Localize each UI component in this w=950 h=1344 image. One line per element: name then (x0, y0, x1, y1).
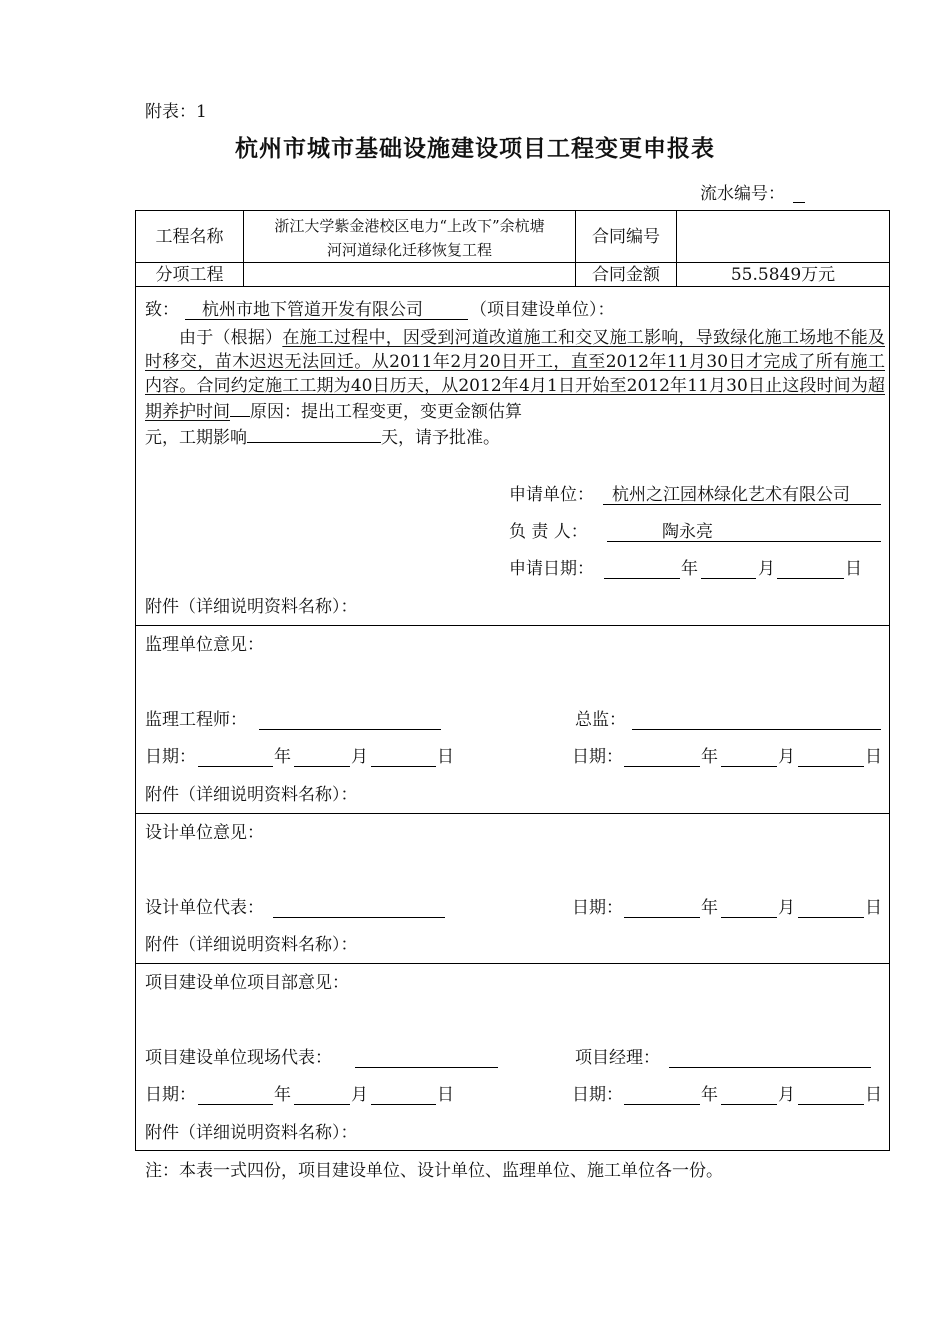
applicant-label: 申请单位： (509, 485, 594, 505)
design-rep-label: 设计单位代表： (145, 898, 264, 918)
design-month: 月 (778, 898, 795, 918)
owner-right-month-field[interactable] (721, 1104, 777, 1105)
person-value: 陶永亮 (662, 522, 713, 542)
contract-amount-value: 55.5849万元 (730, 265, 836, 285)
owner-date-right-label: 日期： (572, 1085, 623, 1105)
project-name-value-line2: 河河道绿化迁移恢复工程 (326, 241, 492, 259)
to-underline (185, 319, 468, 320)
supervision-attachment-label: 附件（详细说明资料名称）： (145, 785, 358, 805)
apply-date-label: 申请日期： (509, 559, 594, 579)
supervision-opinion-label: 监理单位意见： (145, 635, 264, 655)
owner-right-year: 年 (701, 1085, 718, 1105)
owner-right-day-field[interactable] (798, 1104, 864, 1105)
supervision-right-month: 月 (778, 747, 795, 767)
person-label: 负 责 人： (509, 522, 588, 542)
supervision-date-left-label: 日期： (145, 747, 196, 767)
serial-number-field[interactable] (793, 202, 805, 203)
apply-month-field[interactable] (701, 578, 756, 579)
applicant-underline (603, 504, 881, 505)
apply-month-label: 月 (758, 559, 775, 579)
attachment-number: 附表：1 (145, 102, 207, 122)
supervision-right-year: 年 (701, 747, 718, 767)
supervision-engineer-field[interactable] (259, 729, 441, 730)
change-reason-paragraph (145, 326, 885, 450)
apply-year-field[interactable] (604, 578, 680, 579)
project-name-label: 工程名称 (155, 227, 224, 247)
supervision-left-day: 日 (437, 747, 454, 767)
project-manager-field[interactable] (669, 1067, 871, 1068)
supervision-right-day-field[interactable] (798, 766, 864, 767)
to-suffix: （项目建设单位）： (470, 300, 615, 320)
application-attachment-label: 附件（详细说明资料名称）： (145, 597, 358, 617)
owner-date-left-label: 日期： (145, 1085, 196, 1105)
design-day: 日 (865, 898, 882, 918)
person-underline (607, 541, 881, 542)
owner-rep-label: 项目建设单位现场代表： (145, 1048, 332, 1068)
page-title: 杭州市城市基础设施建设项目工程变更申报表 (235, 135, 715, 162)
supervision-left-month: 月 (351, 747, 368, 767)
to-recipient: 杭州市地下管道开发有限公司 (202, 300, 423, 320)
amount-unit-text: 元，工期影响 (145, 428, 247, 448)
supervision-right-year-field[interactable] (624, 766, 700, 767)
owner-left-day-field[interactable] (371, 1104, 436, 1105)
project-manager-label: 项目经理： (575, 1048, 660, 1068)
chief-supervisor-label: 总监： (575, 710, 626, 730)
reason-suffix: 原因：提出工程变更，变更金额估算 (250, 402, 522, 422)
apply-day-field[interactable] (777, 578, 844, 579)
owner-opinion-label: 项目建设单位项目部意见： (145, 973, 349, 993)
owner-attachment-label: 附件（详细说明资料名称）： (145, 1123, 358, 1143)
owner-left-month: 月 (351, 1085, 368, 1105)
serial-number-label: 流水编号： (700, 184, 785, 204)
project-name-value-line1: 浙江大学紫金港校区电力“上改下”余杭塘 (274, 217, 545, 235)
supervision-right-month-field[interactable] (721, 766, 777, 767)
to-label: 致： (145, 300, 179, 320)
subitem-label: 分项工程 (155, 265, 224, 285)
owner-right-year-field[interactable] (624, 1104, 700, 1105)
approve-text: 天，请予批准。 (381, 428, 500, 448)
contract-number-label: 合同编号 (592, 227, 660, 247)
applicant-value: 杭州之江园林绿化艺术有限公司 (612, 485, 850, 505)
owner-rep-field[interactable] (355, 1067, 498, 1068)
owner-right-day: 日 (865, 1085, 882, 1105)
contract-amount-label: 合同金额 (592, 265, 660, 285)
schedule-impact-field[interactable] (247, 424, 381, 443)
design-rep-field[interactable] (273, 917, 445, 918)
supervision-date-right-label: 日期： (572, 747, 623, 767)
reason-text: 在施工过程中，因受到河道改道施工和交叉施工影响，导致绿化施工场地不能及时移交，苗木迟迟无法回迁。从2011年2月20日开工，直至2012年11月30日才完成了所有施工内容。合同约定施工工期为40日历天，从2012年4月1日开始至2012年11月30日止这段时间为超期养护时间 (145, 328, 886, 422)
supervision-left-month-field[interactable] (294, 766, 350, 767)
supervision-left-year-field[interactable] (198, 766, 273, 767)
chief-supervisor-field[interactable] (632, 729, 881, 730)
reason-blank (230, 398, 250, 417)
owner-left-year-field[interactable] (198, 1104, 273, 1105)
supervision-right-day: 日 (865, 747, 882, 767)
owner-right-month: 月 (778, 1085, 795, 1105)
design-month-field[interactable] (721, 917, 777, 918)
owner-left-day: 日 (437, 1085, 454, 1105)
design-year-field[interactable] (624, 917, 700, 918)
design-year: 年 (701, 898, 718, 918)
footer-note: 注：本表一式四份，项目建设单位、设计单位、监理单位、施工单位各一份。 (145, 1161, 723, 1181)
design-attachment-label: 附件（详细说明资料名称）： (145, 935, 358, 955)
design-opinion-label: 设计单位意见： (145, 823, 264, 843)
supervision-left-year: 年 (274, 747, 291, 767)
design-day-field[interactable] (798, 917, 864, 918)
supervision-engineer-label: 监理工程师： (145, 710, 247, 730)
design-date-label: 日期： (572, 898, 623, 918)
reason-prefix: 由于（根据） (179, 328, 283, 348)
apply-day-label: 日 (845, 559, 862, 579)
apply-year-label: 年 (681, 559, 698, 579)
owner-left-month-field[interactable] (294, 1104, 350, 1105)
owner-left-year: 年 (274, 1085, 291, 1105)
supervision-left-day-field[interactable] (371, 766, 436, 767)
